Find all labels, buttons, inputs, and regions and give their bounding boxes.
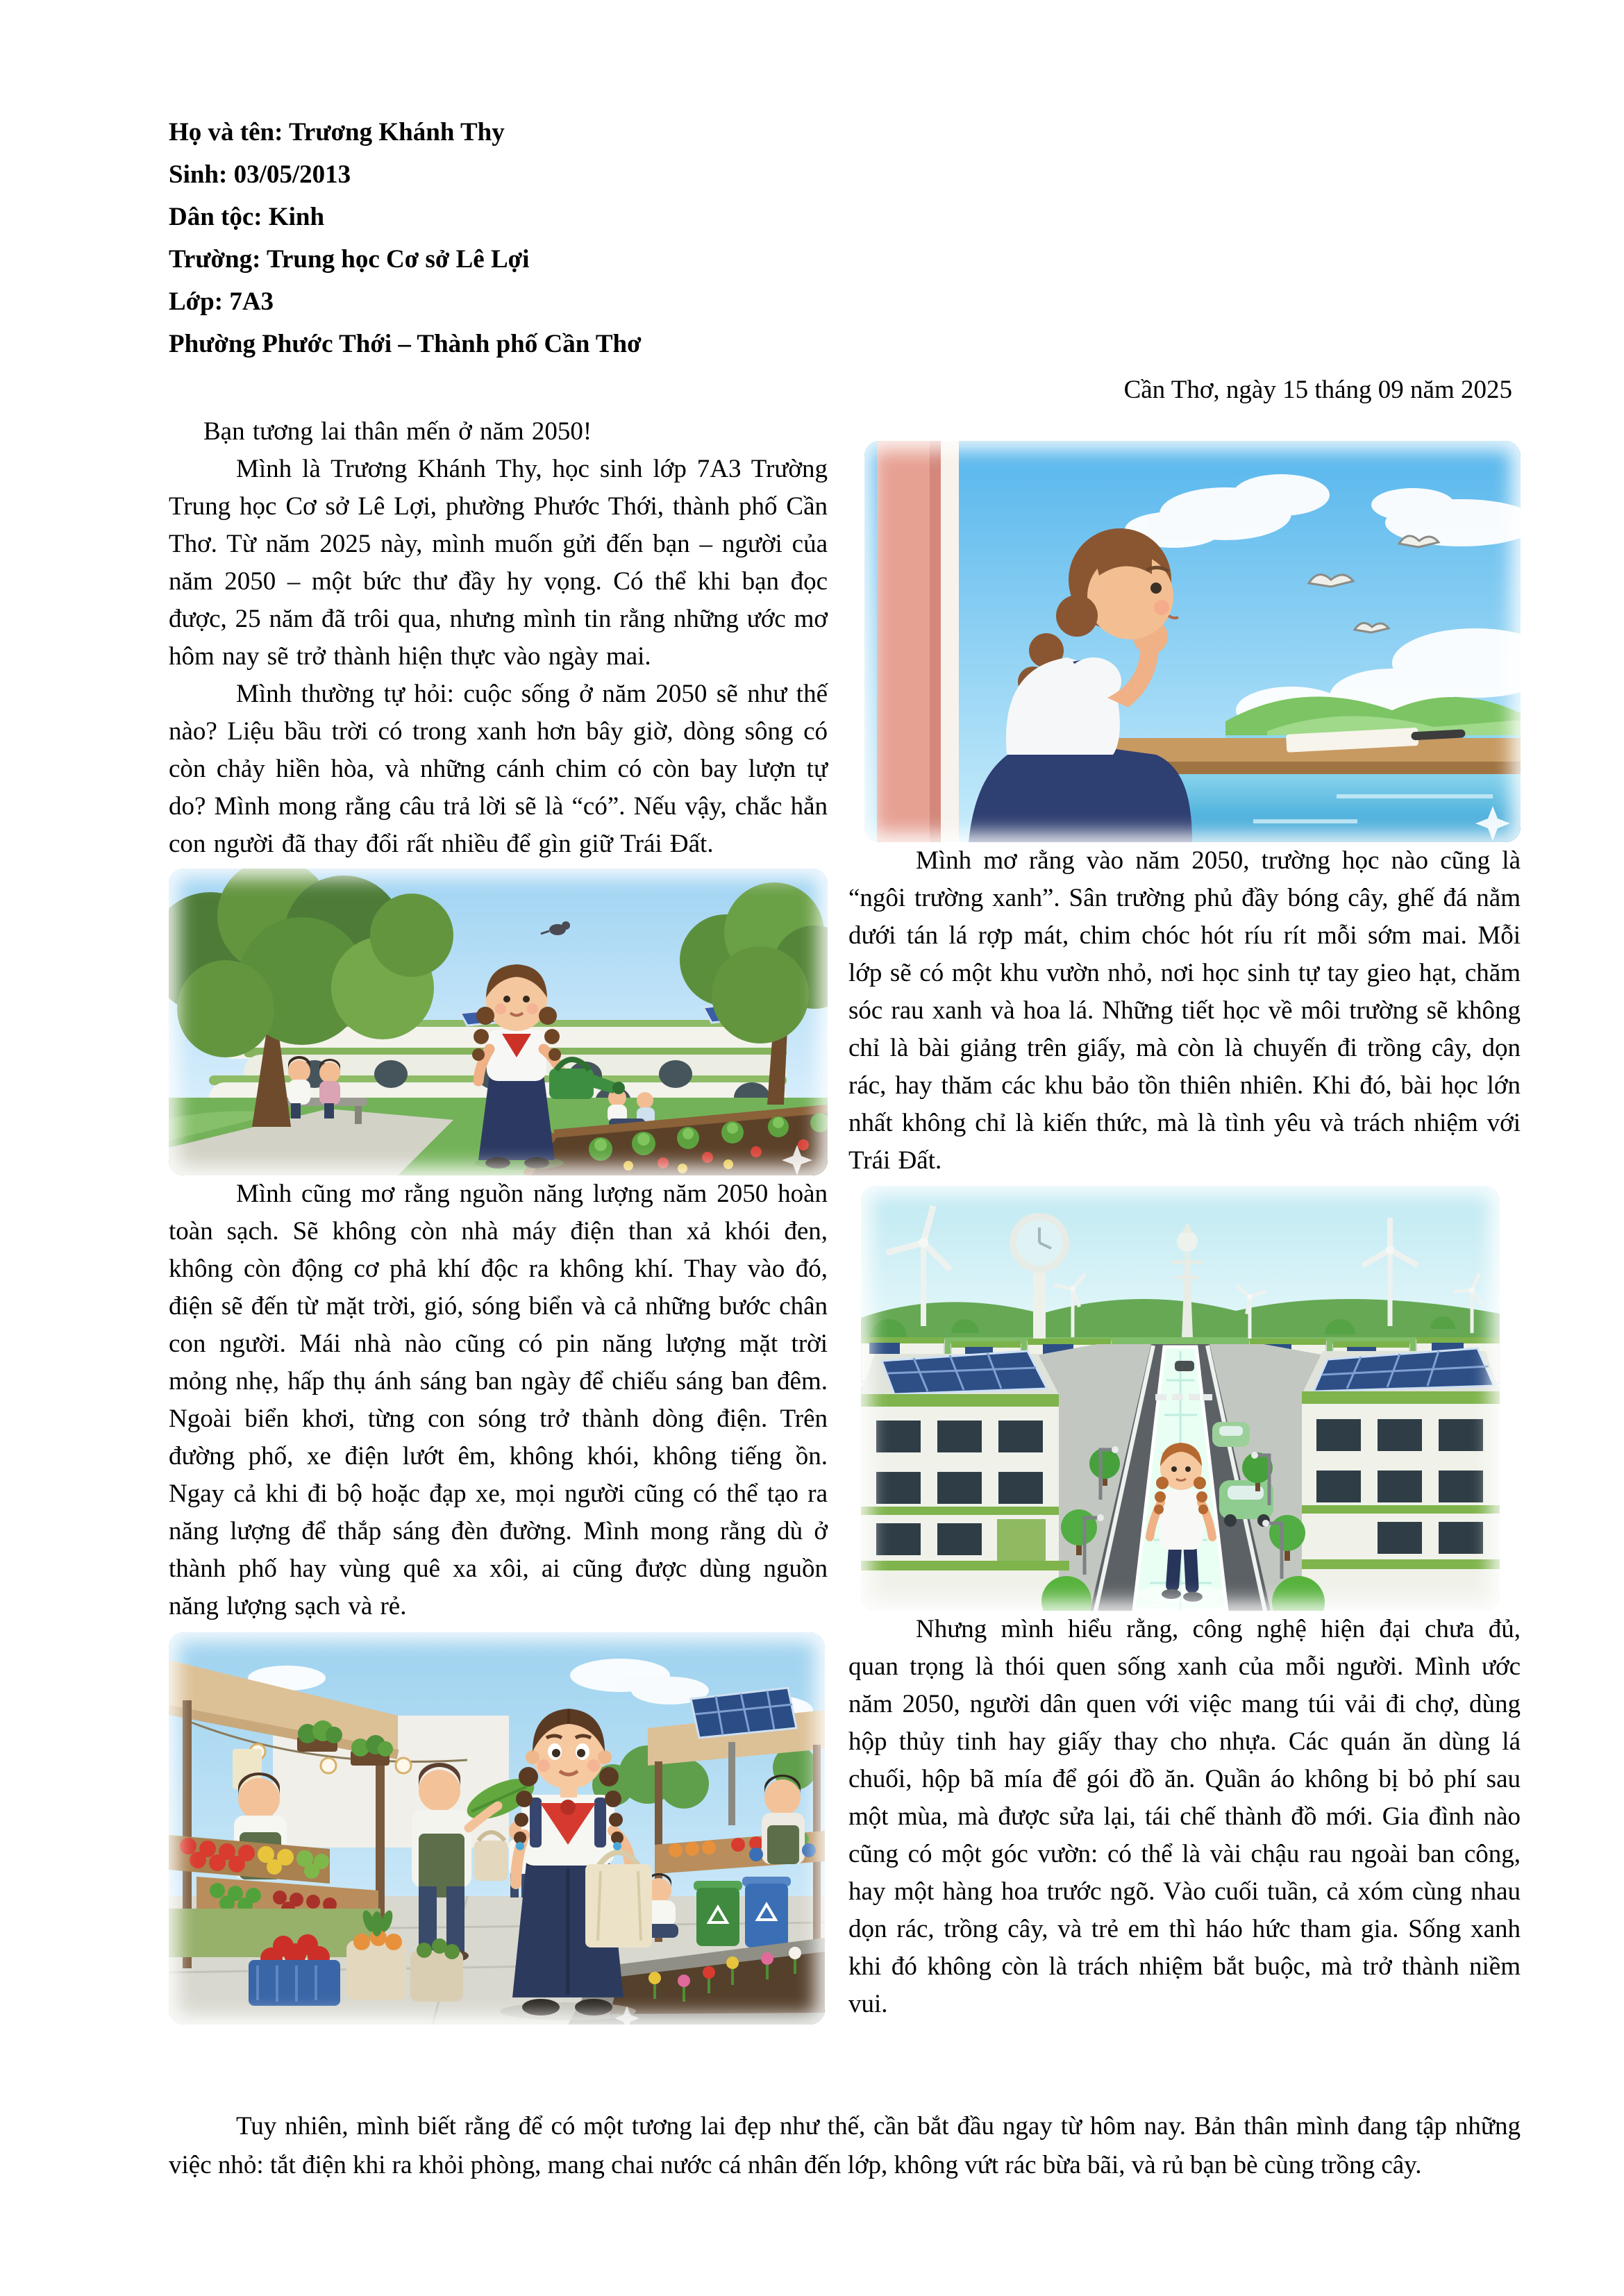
closing-paragraph: Tuy nhiên, mình biết rằng để có một tương lai đẹp như thế, cần bắt đầu ngay từ hôm nay. Bản thân mình đang tập những việc nhỏ: tắt điện khi ra khỏi phòng, mang chai nước cá nhân đến lớp, không vứt rác bừa bãi, và rủ bạn bè cùng trồng cây. [169, 2112, 1521, 2179]
illustration-green-campus [169, 869, 828, 1175]
right-buildings [1302, 1348, 1500, 1611]
tote-bag-icon [585, 1852, 652, 1947]
student-class-line: Lớp: 7A3 [169, 287, 274, 316]
salutation-line: Bạn tương lai thân mến ở năm 2050! [203, 417, 592, 446]
student-school-line: Trường: Trung học Cơ sở Lê Lợi [169, 245, 530, 274]
photo-green-market [169, 1632, 825, 2025]
student-ward-line: Phường Phước Thới – Thành phố Cần Thơ [169, 330, 642, 358]
left-column [169, 413, 828, 2025]
photo-girl-at-window [864, 441, 1521, 842]
date-line: Cần Thơ, ngày 15 tháng 09 năm 2025 [1123, 376, 1512, 404]
window-pillar [877, 441, 959, 842]
student-name-line: Họ và tên: Trương Khánh Thy [169, 118, 505, 146]
letter-paragraph-energy: Mình cũng mơ rằng nguồn năng lượng năm 2050 hoàn toàn sạch. Sẽ không còn nhà máy điện than xả khói đen, không còn động cơ phả khí độc ra không khí. Thay vào đó, điện sẽ đến từ mặt trời, gió, sóng biển và cả những bước chân con người. Mái nhà nào cũng có pin năng lượng mặt trời mỏng nhẹ, hấp thụ ánh sáng ban ngày để chiếu sáng ban đêm. Ngoài biển khơi, từng con sóng trở thành dòng điện. Trên đường phố, xe điện lướt êm, không khói, không tiếng ồn. Ngay cả khi đi bộ hoặc đạp xe, mọi người cũng có thể tạo ra năng lượng để thắp sáng đèn đường. Mình mong rằng dù ở thành phố hay vùng quê xa xôi, ai cũng được dùng nguồn năng lượng sạch và rẻ. [169, 1180, 828, 1620]
student-birthdate-line: Sinh: 03/05/2013 [169, 160, 351, 189]
illustration-girl-at-window [864, 441, 1521, 842]
right-column [848, 413, 1521, 2023]
photo-eco-city [861, 1186, 1500, 1611]
illustration-eco-city [861, 1186, 1500, 1611]
letter-paragraph-questions: Mình thường tự hỏi: cuộc sống ở năm 2050 sẽ như thế nào? Liệu bầu trời có trong xanh hơn bây giờ, dòng sông có còn chảy hiền hòa, và những cánh chim có còn bay lượn tự do? Mình mong rằng câu trả lời sẽ là “có”. Nếu vậy, chắc hẳn con người đã thay đổi rất nhiều để gìn giữ Trái Đất. [169, 680, 828, 858]
student-info-block [169, 111, 1141, 365]
letter-paragraph-green-school: Mình mơ rằng vào năm 2050, trường học nào cũng là “ngôi trường xanh”. Sân trường phủ đầy bóng cây, ghế đá nằm dưới tán lá rợp mát, chim chóc hót ríu rít mỗi sớm mai. Mỗi lớp sẽ có một khu vườn nhỏ, nơi học sinh tự tay gieo hạt, chăm sóc rau xanh và hoa lá. Những tiết học về môi trường sẽ không chỉ là bài giảng trên giấy, mà còn là chuyến đi trồng cây, dọn rác, hay thăm các khu bảo tồn thiên nhiên. Khi đó, bài học lớn nhất không chỉ là kiến thức, mà là tình yêu và trách nhiệm với Trái Đất. [848, 846, 1521, 1175]
student-ethnicity-line: Dân tộc: Kinh [169, 203, 325, 231]
photo-green-campus-garden [169, 869, 828, 1175]
left-buildings [861, 1351, 1069, 1611]
illustration-green-market [169, 1632, 825, 2025]
letter-paragraph-green-habits: Nhưng mình hiểu rằng, công nghệ hiện đại chưa đủ, quan trọng là thói quen sống xanh của mỗi người. Mình ước năm 2050, người dân quen với việc mang túi vải đi chợ, dùng hộp thủy tinh hay giấy thay cho nhựa. Các quán ăn dùng lá chuối, hộp bã mía để gói đồ ăn. Quần áo không bị bỏ phí sau một mùa, mà được sửa lại, tái chế thành đồ mới. Gia đình nào cũng có một góc vườn: có thể là vài chậu rau ngoài ban công, hay một hàng hoa trước ngõ. Vào cuối tuần, cả xóm cùng nhau dọn rác, trồng cây, và trẻ em thì háo hức tham gia. Sống xanh khi đó không còn là trách nhiệm bắt buộc, mà trở thành niềm vui. [848, 1615, 1521, 2018]
letter-paragraph-intro: Mình là Trương Khánh Thy, học sinh lớp 7A3 Trường Trung học Cơ sở Lê Lợi, phường Phước Thới, thành phố Cần Thơ. Từ năm 2025 này, mình muốn gửi đến bạn – người của năm 2050 – một bức thư đầy hy vọng. Có thể khi bạn đọc được, 25 năm đã trôi qua, nhưng mình tin rằng những ước mơ hôm nay sẽ trở thành hiện thực vào ngày mai. [169, 455, 828, 671]
